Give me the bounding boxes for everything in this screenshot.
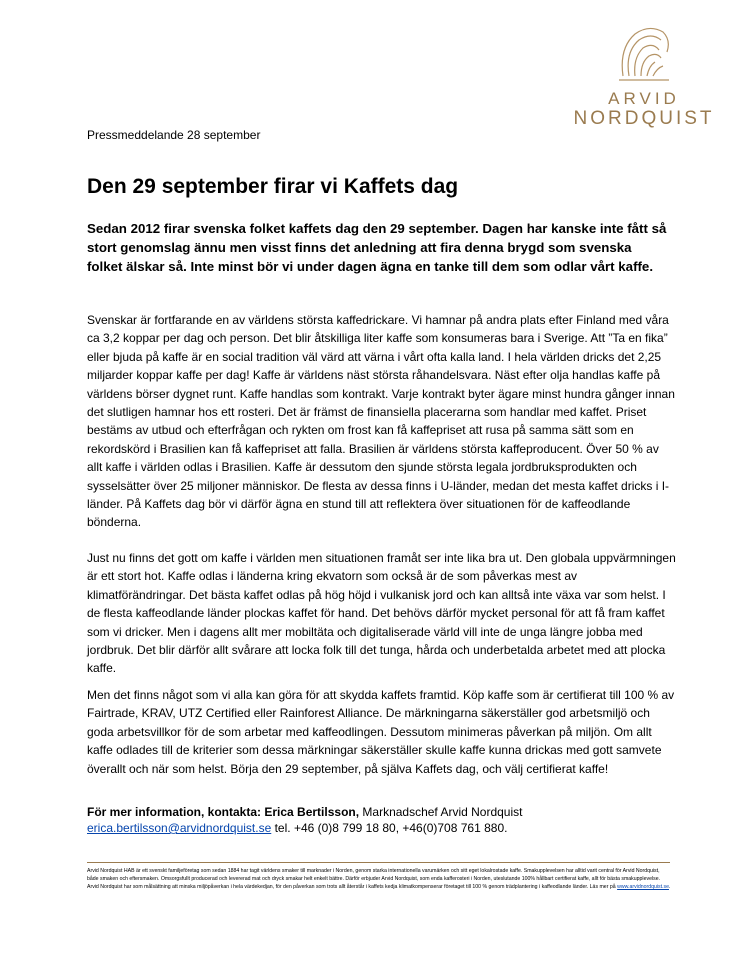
footer-boilerplate [87, 867, 672, 891]
contact-block [87, 804, 677, 836]
contact-role: Marknadschef Arvid Nordquist [359, 805, 523, 819]
lead-paragraph: Sedan 2012 firar svenska folket kaffets dag den 29 september. Dagen har kanske inte fått så stort genomslag ännu men visst finns det anledning att fira denna brygd som svenska folket älskar så. Inte minst bör vi under dagen ägna en tanke till dem som odlar vårt kaffe. [87, 221, 667, 274]
contact-label: För mer information, kontakta: Erica Bertilsson, [87, 805, 360, 819]
portrait-emblem-icon [609, 18, 679, 86]
body-paragraph-2: Just nu finns det gott om kaffe i världen men situationen framåt ser inte lika bra ut. Den globala uppvärmningen är ett stort hot. Kaffe odlas i länderna kring ekvatorn som också är de som påverkas mest av klimatförändringar. Det bästa kaffet odlas på hög höjd i vulkanisk jord och kan alltså inte växa var som helst. I de flesta kaffeodlande länder plockas kaffet för hand. Det behövs därför mycket personal för att få fram kaffet som vi dricker. Men i dagens allt mer mobiltäta och digitaliserade värld vill inte de unga längre jobba med jordbruk. Det blir därför allt svårare att locka folk till det tunga, hårda och underbetalda arbetet med att plocka kaffe. [87, 551, 676, 676]
brand-logo [560, 18, 728, 129]
page-title: Den 29 september firar vi Kaffets dag [87, 175, 459, 198]
contact-email-link[interactable]: erica.bertilsson@arvidnordquist.se [87, 821, 272, 835]
body-paragraph-1: Svenskar är fortfarande en av världens största kaffedrickare. Vi hamnar på andra plats efter Finland med våra ca 3,2 koppar per dag och person. Det blir åtskilliga liter kaffe som konsumeras bara i Sverige. Att ”Ta en fika” eller bjuda på kaffe är en social tradition väl värd att värna i vårt ofta kalla land. I hela världen dricks det 2,25 miljarder koppar kaffe per dag! Kaffe är världens näst största råhandelsvara. Näst efter olja handlas kaffe på världens börser dygnet runt. Kaffe handlas som kontrakt. Varje kontrakt byter ägare minst hundra gånger innan det slutligen hamnar hos ett rosteri. Det är främst de finansiella placerarna som handlar med kaffet. Priset bestäms av utbud och efterfrågan och rykten om frost kan få kaffepriset att rusa på samma sätt som en rekordskörd i Brasilien kan få kaffepriset att falla. Brasilien är världens största kaffeproducent. Över 50 % av allt kaffe i världen odlas i Brasilien. Kaffe är dessutom den sjunde största legala jordbruksprodukten och sysselsätter över 25 miljoner människor. De flesta av dessa finns i U-länder, medan det mesta kaffet dricks i I-länder. På Kaffets dag bör vi därför ägna en stund till att reflektera över situationen för de kaffeodlande bönderna. [87, 313, 675, 530]
footer-website-link[interactable]: www.arvidnordquist.se [617, 884, 669, 890]
footer-end: . [668, 884, 671, 890]
contact-phones: tel. +46 (0)8 799 18 80, +46(0)708 761 880. [271, 821, 508, 835]
dateline: Pressmeddelande 28 september [87, 128, 261, 142]
logo-line2: NORDQUIST [573, 108, 715, 129]
footer-text: Arvid Nordquist HAB är ett svenskt familjeföretag som sedan 1884 har tagit världens smaker till marknader i Norden, genom starka internationella varumärken och sitt eget lokalrostade kaffe. Smakupplevelsen har alltid varit central för Arvid Nordquist, både smaken och eftersmaken. Omsorgsfullt producerad och levererad mat och dryck smakar helt enkelt bättre. Därför erbjuder Arvid Nordquist, som enda kafferosteri i Norden, uteslutande 100% hållbart certifierat kaffe, allt för bästa smakupplevelse. Arvid Nordquist har som målsättning att minska miljöpåverkan i hela värdekedjan, för den påverkan som trots allt återstår i kaffets kedja klimatkompenserar företaget till 100 % genom trädplantering i kaffeodlande länder. Läs mer på [87, 868, 661, 890]
logo-line1: ARVID [608, 89, 680, 108]
body-paragraph-3: Men det finns något som vi alla kan göra för att skydda kaffets framtid. Köp kaffe som är certifierat till 100 % av Fairtrade, KRAV, UTZ Certified eller Rainforest Alliance. De märkningarna säkerställer god arbetsmiljö och goda arbetsvillkor för de som arbetar med kaffeodlingen. Dessutom minimeras påverkan på miljön. Om allt kaffe odlades till de kriterier som dessa märkningar säkerställer skulle kaffe kunna drickas med gott samvete överallt och när som helst. Börja den 29 september, på själva Kaffets dag, och välj certifierat kaffe! [87, 688, 675, 776]
footer-divider [87, 862, 670, 863]
